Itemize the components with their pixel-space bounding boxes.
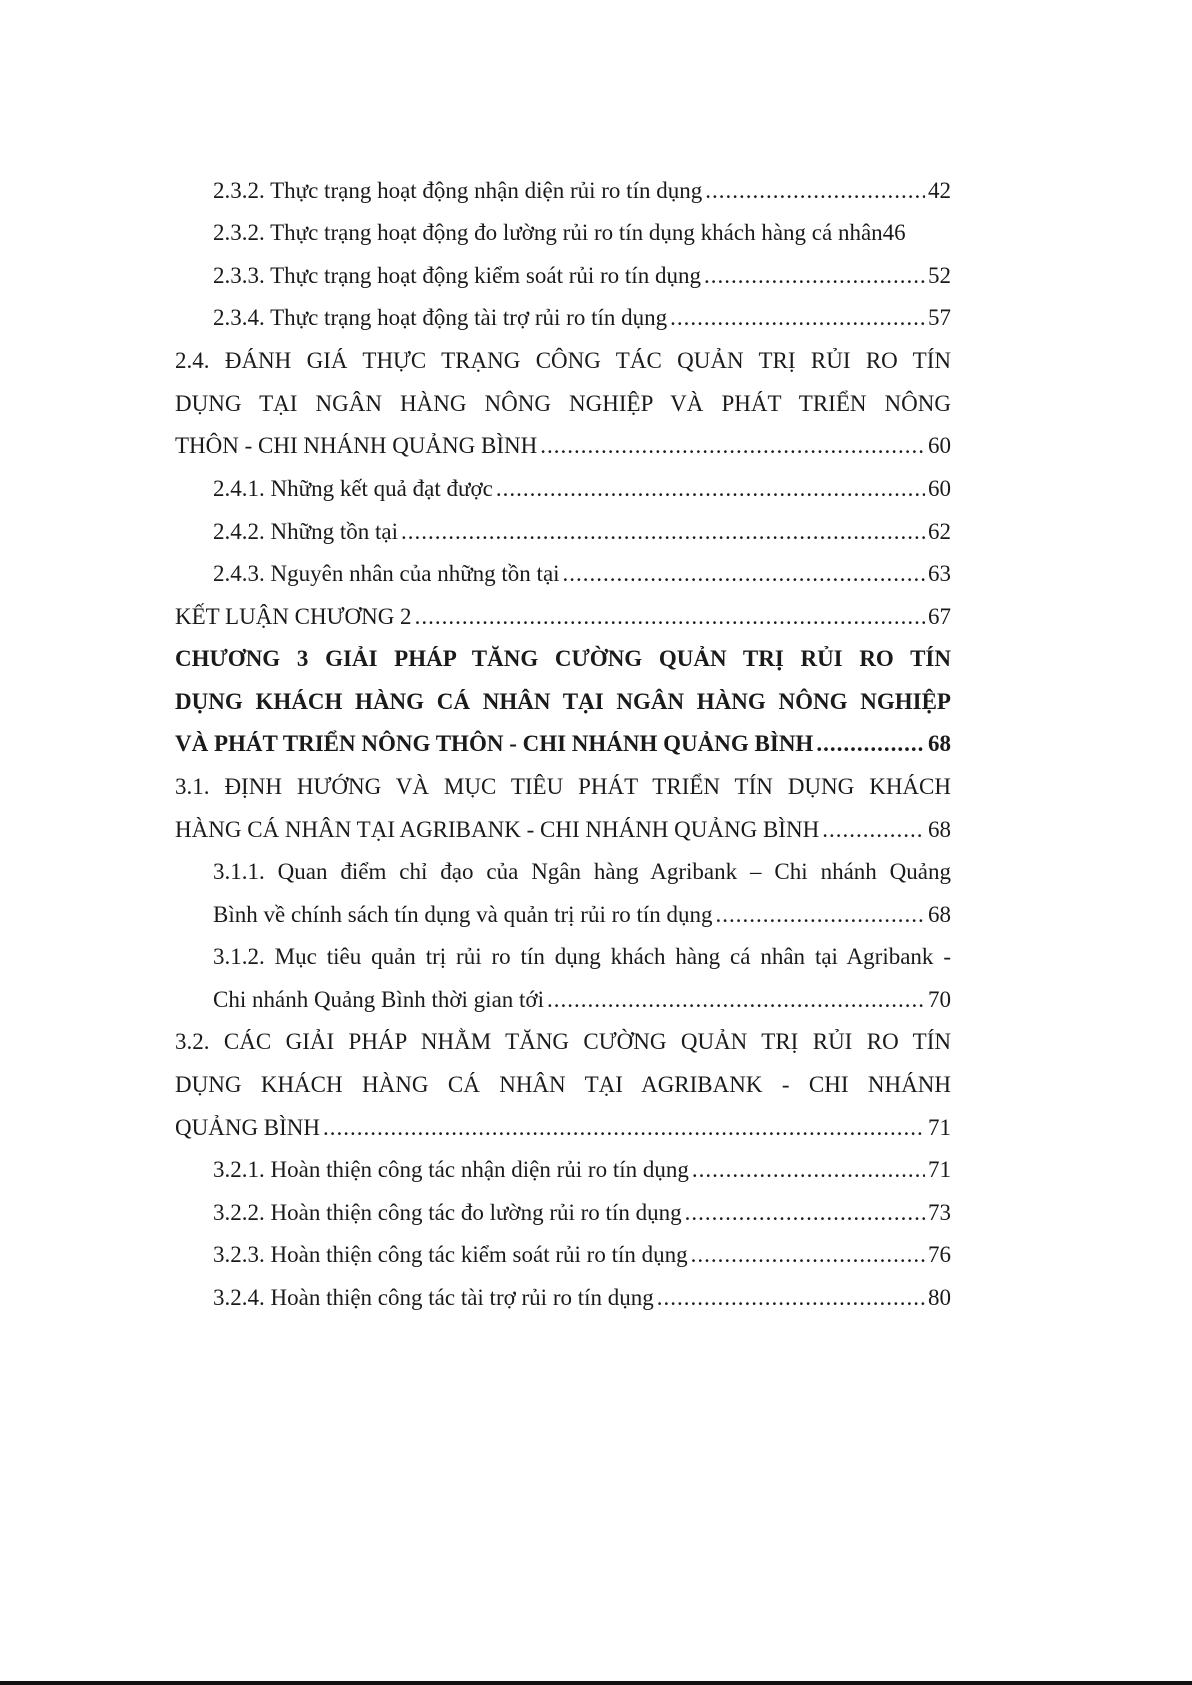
toc-entry-2-3-2-measurement[interactable] [213, 212, 951, 254]
dot-leader [816, 723, 925, 765]
dot-leader [685, 1192, 925, 1234]
toc-entry-title: 2.3.2. Thực trạng hoạt động đo lường rủi ro tín dụng khách hàng cá nhân46 [213, 220, 906, 245]
toc-entry-title: 3.2.3. Hoàn thiện công tác kiểm soát rủi ro tín dụng [213, 1242, 688, 1267]
toc-entry-title: 3.1. ĐỊNH HƯỚNG VÀ MỤC TIÊU PHÁT TRIỂN TÍN DỤNG KHÁCH [175, 774, 951, 799]
toc-entry-2-4-3[interactable] [213, 553, 951, 595]
toc-entry-3-2-4[interactable] [213, 1277, 951, 1319]
dot-leader [692, 1149, 925, 1191]
dot-leader [716, 894, 925, 936]
toc-page-number: 57 [928, 305, 951, 330]
toc-entry-2-4-2[interactable] [213, 511, 951, 553]
dot-leader [547, 979, 925, 1021]
toc-entry-3-1-2-line-2[interactable] [213, 979, 951, 1021]
toc-entry-title: DỤNG TẠI NGÂN HÀNG NÔNG NGHIỆP VÀ PHÁT TRIỂN NÔNG [175, 391, 951, 416]
toc-entry-title: 3.1.2. Mục tiêu quản trị rủi ro tín dụng khách hàng cá nhân tại Agribank - [213, 944, 951, 969]
toc-entry-3-2-line-2[interactable] [175, 1064, 951, 1106]
toc-page-number: 68 [928, 902, 951, 927]
toc-entry-title: 2.4.1. Những kết quả đạt được [213, 476, 493, 501]
toc-page-number: 73 [928, 1200, 951, 1225]
dot-leader [822, 809, 925, 851]
toc-entry-2-3-3[interactable] [213, 255, 951, 297]
toc-entry-title: 2.3.3. Thực trạng hoạt động kiểm soát rủi ro tín dụng [213, 263, 701, 288]
toc-page-number: 76 [928, 1242, 951, 1267]
toc-page-number: 42 [928, 178, 951, 203]
toc-entry-title: 2.3.4. Thực trạng hoạt động tài trợ rủi ro tín dụng [213, 305, 668, 330]
toc-entry-3-2-1[interactable] [213, 1149, 951, 1191]
toc-entry-2-4-line-2[interactable] [175, 383, 951, 425]
toc-page-number: 68 [928, 817, 951, 842]
toc-entry-3-2-line-1[interactable] [175, 1021, 951, 1063]
toc-entry-chapter-3-line-1[interactable] [175, 638, 951, 680]
dot-leader [415, 596, 925, 638]
toc-entry-title: HÀNG CÁ NHÂN TẠI AGRIBANK - CHI NHÁNH QUẢNG BÌNH [175, 817, 820, 842]
page-bottom-border [0, 1681, 1192, 1685]
toc-entry-title: THÔN - CHI NHÁNH QUẢNG BÌNH [175, 433, 538, 458]
toc-page-number: 68 [928, 731, 951, 756]
dot-leader [704, 255, 925, 297]
toc-entry-2-4-1[interactable] [213, 468, 951, 510]
toc-page-number: 70 [928, 987, 951, 1012]
toc-entry-title: 3.2. CÁC GIẢI PHÁP NHẰM TĂNG CƯỜNG QUẢN TRỊ RỦI RO TÍN [175, 1029, 951, 1054]
toc-entry-chapter-3-line-3[interactable] [175, 723, 951, 765]
toc-entry-3-1-line-2[interactable] [175, 809, 951, 851]
toc-entry-2-4-line-1[interactable] [175, 340, 951, 382]
toc-page-number: 80 [928, 1285, 951, 1310]
toc-page-number: 52 [928, 263, 951, 288]
toc-entry-3-2-3[interactable] [213, 1234, 951, 1276]
toc-entry-title: 3.2.4. Hoàn thiện công tác tài trợ rủi ro tín dụng [213, 1285, 654, 1310]
dot-leader [323, 1107, 925, 1149]
toc-entry-title: 2.4. ĐÁNH GIÁ THỰC TRẠNG CÔNG TÁC QUẢN TRỊ RỦI RO TÍN [175, 348, 951, 373]
toc-entry-title: DỤNG KHÁCH HÀNG CÁ NHÂN TẠI NGÂN HÀNG NÔNG NGHIỆP [175, 689, 951, 714]
dot-leader [563, 553, 925, 595]
toc-page-number: 60 [928, 476, 951, 501]
toc-entry-3-1-1-line-1[interactable] [213, 851, 951, 893]
toc-entry-title: 3.2.1. Hoàn thiện công tác nhận diện rủi ro tín dụng [213, 1157, 689, 1182]
toc-page-number: 71 [928, 1115, 951, 1140]
toc-entry-title: DỤNG KHÁCH HÀNG CÁ NHÂN TẠI AGRIBANK - CHI NHÁNH [175, 1072, 951, 1097]
toc-entry-title: KẾT LUẬN CHƯƠNG 2 [175, 604, 412, 629]
dot-leader [657, 1277, 925, 1319]
toc-entry-3-2-2[interactable] [213, 1192, 951, 1234]
toc-entry-3-1-2-line-1[interactable] [213, 936, 951, 978]
toc-entry-title: 2.4.2. Những tồn tại [213, 519, 398, 544]
toc-page-number: 71 [928, 1157, 951, 1182]
dot-leader [496, 468, 925, 510]
toc-entry-chapter-2-conclusion[interactable] [175, 596, 951, 638]
toc-page-number: 60 [928, 433, 951, 458]
dot-leader [401, 511, 925, 553]
toc-entry-title: QUẢNG BÌNH [175, 1115, 321, 1140]
toc-entry-title: CHƯƠNG 3 GIẢI PHÁP TĂNG CƯỜNG QUẢN TRỊ RỦI RO TÍN [175, 646, 951, 671]
dot-leader [691, 1234, 925, 1276]
toc-page-number: 67 [928, 604, 951, 629]
toc-entry-2-3-2-identification[interactable] [213, 170, 951, 212]
toc-entry-3-1-1-line-2[interactable] [213, 894, 951, 936]
toc-entry-title: 3.2.2. Hoàn thiện công tác đo lường rủi ro tín dụng [213, 1200, 682, 1225]
toc-entry-chapter-3-line-2[interactable] [175, 681, 951, 723]
toc-entry-2-4-line-3[interactable] [175, 425, 951, 467]
toc-entry-2-3-4[interactable] [213, 297, 951, 339]
toc-entry-title: 2.4.3. Nguyên nhân của những tồn tại [213, 561, 560, 586]
toc-entry-title: Chi nhánh Quảng Bình thời gian tới [213, 987, 544, 1012]
toc-entry-3-1-line-1[interactable] [175, 766, 951, 808]
dot-leader [670, 297, 925, 339]
toc-entry-title: VÀ PHÁT TRIỂN NÔNG THÔN - CHI NHÁNH QUẢNG BÌNH [175, 731, 814, 756]
toc-entry-title: Bình về chính sách tín dụng và quản trị rủi ro tín dụng [213, 902, 713, 927]
toc-entry-title: 3.1.1. Quan điểm chỉ đạo của Ngân hàng Agribank – Chi nhánh Quảng [213, 859, 951, 884]
dot-leader [540, 425, 925, 467]
dot-leader [705, 170, 925, 212]
toc-entry-3-2-line-3[interactable] [175, 1107, 951, 1149]
toc-page-number: 63 [928, 561, 951, 586]
toc-page-number: 62 [928, 519, 951, 544]
toc-entry-title: 2.3.2. Thực trạng hoạt động nhận diện rủi ro tín dụng [213, 178, 703, 203]
